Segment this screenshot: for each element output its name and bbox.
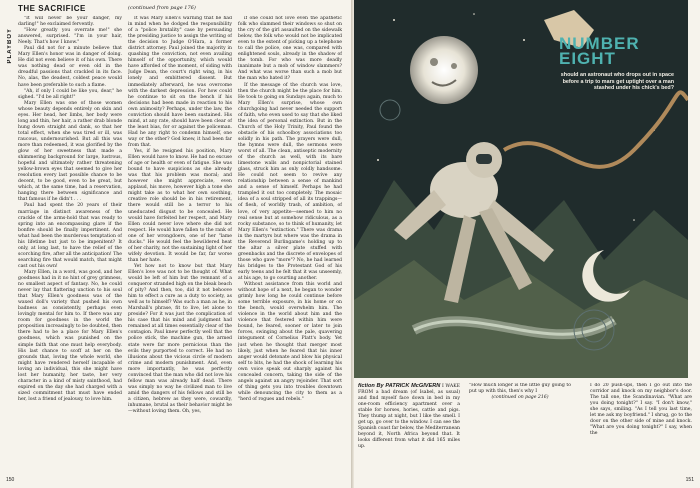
paragraph: It was Mary Ellen's warning that he had in mind when he dodged the responsibility of a "police brutality" case by persuading the presiding justice to assign the writing of the decision to Judge O'Hara, a former district attorney. Paul joined the majority in quashing the conviction, not even availing himself of the opportunity, which would have afforded of the moment, of siding with Judge Dean, the court's right wing, in his lonely and embittered dissent. But immediately afterward, he was overcome with the darkest depression. For how could he continue to sit on the bench if his decisions had been made in reaction to his own animosity? Perhaps, under the law, the conviction should have been sustained. His mind, at any rate, should have been clear of the least bias, for or against the policeman. Had he any right to condemn himself, one way or the other? God knew, it had been far from that. — [128, 16, 232, 148]
headline-title-line-2: EIGHT — [559, 49, 616, 68]
text-column-1 — [18, 16, 122, 471]
right-text-column-2 — [469, 383, 571, 481]
headline-title-line-1: NUMBER — [559, 34, 640, 53]
paragraph: Paul had spent the 20 years of their marriage in distinct awareness of the crackle of the arms-hold that was ready to spring into an encompassing glare if the bonfire should be finally impertinent. And what had been the murderous temptation of his lifetime but just to be impenitent? It only, at long last, to have the relief of the scorching fire, after all the anticipation! The searching fire that would match, that might cast out his own! — [18, 203, 122, 269]
continued-on-note: (continued on page 216) — [491, 395, 549, 401]
paragraph: Yet how not to know but that Mary Ellen's love was not to be thought of. What would be left of him but the remnant of a conqueror stranded high on the bleak beach of pity? And then, too, did it not behoove him to effect a cure as a duty to society, as well as to himself? Was such a man as he, in Marshall's phrase, fit to live, let alone to preside? For it was just the complication of his case that his mind and judgment had remained at all times essentially clear of the contagion. Paul knew perfectly well that the police stick, the machine gun, the armed state were far more pernicious than the evils they purported to correct. He had no illusions about the vicious circle of modern crime and modern punishment. And, even more importantly, he was perfectly convinced that the man who did not love his fellow man was already half dead. There was simply no way he civilized man to live amid the dangers of his fellows and still be a citizen, hebrew as they were, cowardly, inhumane, brutal as their behavior might be—without loving them. Oh, yes, — [128, 263, 232, 415]
paragraph: "How greatly you overrate me!" she answered, surprised. "I'm in your hair, Neely. That's how I know." — [18, 28, 122, 46]
right-text-column-3 — [590, 383, 692, 481]
paragraph: Without assistance from this world and without hope of a next, he began to wonder grimly how long he could continue before some terrible exposure, in his home or on the bench, would overwhelm him. The violence in the world about him and the violence that festered within him were bound, he feared, sooner or later to join forces, swinging about the pale, quavering integument of Cornelius Platt's body. Yet just when he thought that merger most likely, just when he feared that his inner anger would detonate and blow his physical self to bits, he had the shock of learning his own voice speak out sharply against his concealed concern, taking the side of the angels against an angry rejoinder. That sort of thing gets you into troubles downtown while denouncing the city to them as a "herd of rogues and rebels." — [238, 282, 342, 402]
paragraph: if one could not love even the apathetic folk who slammed their windows so shut on the cry of the girl assaulted on the sidewalk below, the folk who would not be implicated even to the extent of picking up a telephone to call the police, one was, compared with enlightened souls, already in the shadow of the tomb. For who was more deadly inanimate but a mob of window slammers? And what was worse than such a mob but the man who hated it? — [238, 16, 342, 82]
paragraph: I do 20 push-ups, then I go out into the corridor and knock on my neighbor's door. The tall one, the Scandinavian. "What are you doing tonight?" I say. "I don't know," she says, smiling. "As I tell you last time, let me ask my boyfriend." I shrug, go to the door on the other side of mine and knock. "What are you doing tonight?" I say, when the — [590, 383, 692, 437]
story-illustration — [354, 0, 688, 378]
story-byline: fiction By PATRICK McGIVERN — [358, 383, 441, 389]
paragraph: "It will never be your danger, my darling!" he exclaimed fervently. — [18, 16, 122, 28]
story-headline — [559, 36, 674, 92]
paragraph: Yes, if he resigned his position, Mary Ellen would have to know. He had no excuse of age or health or even of fatigue. She was bound to have suspicions as she already was that his problem was moral; and however she might appreciate, even applaud, his move, however high a tone she might take as to what her own soothing, creative role should be in his retirement, there would still be a terror to his uneducated disgust to be concealed. He would have forfeited her respect, and Mary Ellen could never love where she did not respect. He would have fallen to the rank of one of her wrongdoers, one of her "lame ducks." He would feel the bewildered heat of her charity, not the sustaining light of her wifely devotion. It would be far, far worse than her hate. — [128, 149, 232, 263]
text-column-3 — [238, 16, 342, 471]
right-page — [354, 0, 700, 488]
lead-paragraph: I WAKE FROM a bad dream (of Isabel, as usual) and find myself face down in bed in my one-room efficiency apartment over a stable for horses, hories, cattle and pigs. They thump at night, but I like the smell. I get up, go over to the window. I can see the Spanish coast far below, the Mediterranean beyond it, North Africa beyond that. It looks different from what it did 165 miles up. — [358, 384, 460, 450]
paragraph: Mary Ellen was one of those women whose beauty depends entirely on skin and eyes. Her head, her limbs, her body were long and thin, her hair, a rather drab blonde hung down straight and dank, so that her total effect, when she was tired or ill, was raucous, undernourished. But all this was more than redeemed, it was glorified by the glow of her sweetness that made a shimmering background for large, lustrous, hopeful and ultimately rather threatening yellow-brown eyes that seemed to give her resolution every last possible chance to be decent, to be good, even to be great, but which, at the same time, had a reservation, hanging there between significance and that famous if he didn't . . . — [18, 100, 122, 203]
paragraph: "How much longer is the little guy going to put up with this, then's why I — [469, 383, 571, 395]
paragraph: If the message of the church was love, then the church might be the place for him. He took to going on Sundays again, much to Mary Ellen's surprise, whose own churchgoing had never needed the support of faith, who even used to say that she liked the idea of personal extinction. But in the Church of the Holy Trinity, Paul found the obstacle of his schoolboy associations too solidly in his path. The prayers were dull, the hymns were dull, the sermons were worst of all. The clean, antiseptic modernity of the church as well, with its bare limestone walls and nonpictorial stained glass, struck him as only coldly handsome. He could not seem to revive any relationship between a sense of mankind and a sense of himself. Perhaps he had trampled it out too completely. The mosaic idea of a soul stripped of all its trappings—of flesh, of worldly trash, of ambition, of love, of very appetite—seemed to him no real sense but at somehow ridiculous, as a rocky substance, so to think of humanity, let Mary Ellen's "extinction." There was drama in the martyrs but where was the drama in the Reverend Burlingame's holding up to the altar a silver plate stuffed with greenbacks and the discrete of envelopes of those who gave "more"? No, he had learned his bridges to the Protestant God of his early teens and he felt that it was unseemly, at his age, to go courting another. — [238, 82, 342, 282]
text-column-2 — [128, 16, 232, 471]
magazine-side-label: PLAYBOY — [7, 28, 13, 64]
page-number-left: 150 — [6, 477, 15, 483]
paragraph: Mary Ellen, in a word, was good, and her goodness had in it no hint of grey grimness, no smallest aspect of fantasy. No, he could never lay that flattering unction to his soul that Mary Ellen's goodness was of the waxed doll's variety that pushed his own badness as consistently, perhaps even lovingly mental for him to. If there was any room for goodness in the world the proposition increasingly to be doubted, then there had to be a place for Mary Ellen's goodness, which was punished on the simple faith that one must help everybody. His last chance to scoff at her on the grounds that, loving the whole world, she might have rendered herself incapable of loving an individual, this she might have lost her humanity, her taste, her very character in a kind of misty sainthood, had expired on the day she had charged with a sized commitment that must have ended her, lost a friend of jealousy, to love him. — [18, 269, 122, 402]
page-number-right: 151 — [685, 477, 694, 483]
continued-note: (continued from page 176) — [128, 5, 196, 11]
right-text-column-1 — [358, 383, 460, 481]
story-title: THE SACRIFICE — [18, 4, 86, 13]
paragraph: Paul did not for a minute believe that Mary Ellen's honor was in danger of doing. He did not even believe it of his own. There was nothing dead or even old in the dreadful passions that crackled in its face. No, alas, the deadest, coldest peace would have been preferable to such a flame. — [18, 46, 122, 88]
headline-dek: should an astronaut who drops out in space before a trip to mars get uptight over a man stashed under his chick's bed? — [560, 72, 674, 91]
paragraph: "Ah, if only I could be like you, dear," he sighed. "I'd be all right!" — [18, 88, 122, 100]
